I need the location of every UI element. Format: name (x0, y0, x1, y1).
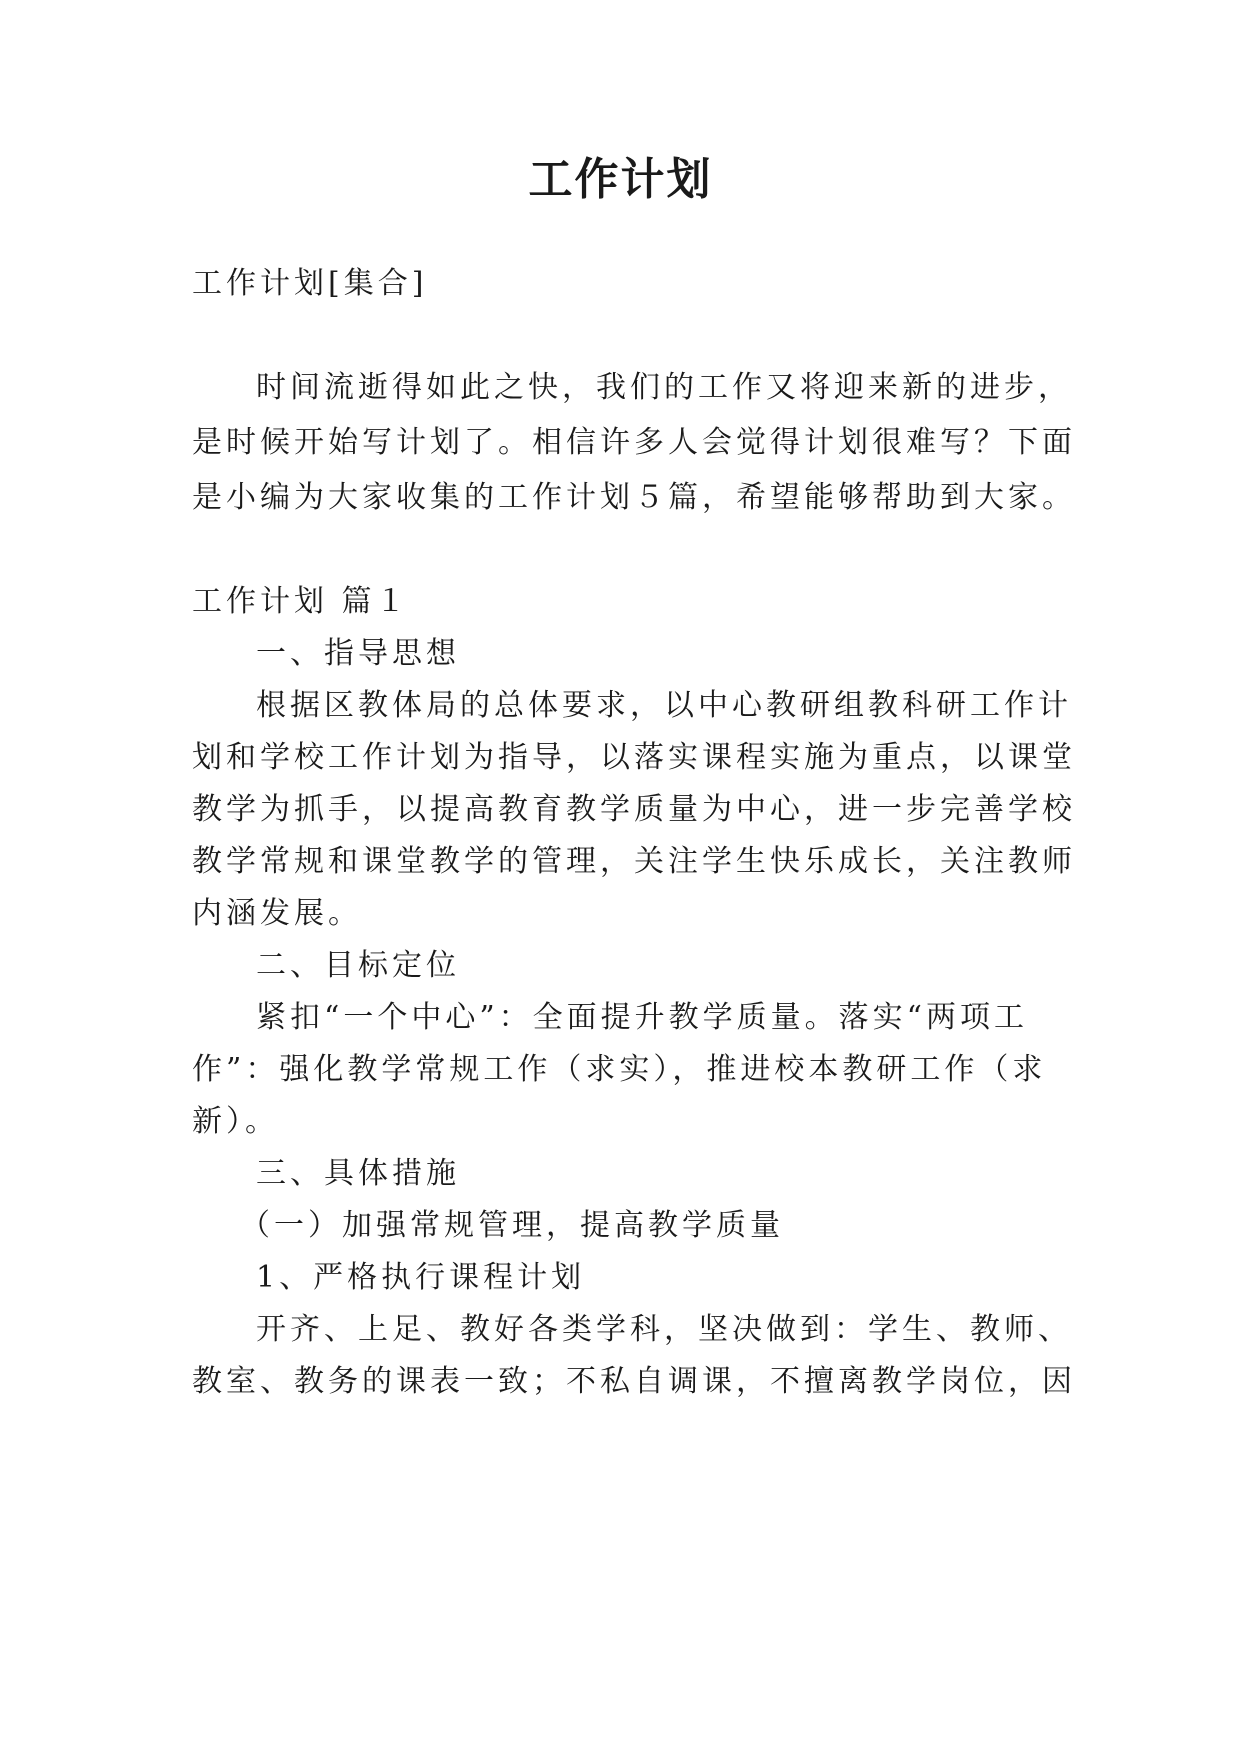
paragraph-line: 根据区教体局的总体要求，以中心教研组教科研工作计 (256, 688, 1072, 723)
paragraph-line: 教室、教务的课表一致；不私自调课，不擅离教学岗位，因 (192, 1364, 1076, 1399)
intro-line: 是小编为大家收集的工作计划５篇，希望能够帮助到大家。 (192, 480, 1076, 515)
paragraph-line: 新）。 (192, 1104, 279, 1139)
paragraph-line: 内涵发展。 (192, 896, 362, 931)
paragraph-line: 教学常规和课堂教学的管理，关注学生快乐成长，关注教师 (192, 844, 1076, 879)
heading-specific-measures: 三、具体措施 (256, 1156, 460, 1191)
paragraph-line: 作”：强化教学常规工作（求实），推进校本教研工作（求 (192, 1052, 1047, 1087)
document-title: 工作计划 (528, 154, 713, 205)
paragraph-line: 开齐、上足、教好各类学科，坚决做到：学生、教师、 (256, 1312, 1072, 1347)
paragraph-line: 划和学校工作计划为指导，以落实课程实施为重点，以课堂 (192, 740, 1076, 775)
heading-target-positioning: 二、目标定位 (256, 948, 460, 983)
section-title: 工作计划 篇１ (192, 584, 410, 619)
intro-line: 时间流逝得如此之快，我们的工作又将迎来新的进步， (256, 370, 1072, 405)
paragraph-line: 教学为抓手，以提高教育教学质量为中心，进一步完善学校 (192, 792, 1076, 827)
document-subtitle: 工作计划[集合] (192, 266, 428, 301)
heading-guiding-ideology: 一、指导思想 (256, 636, 460, 671)
paragraph-line: 紧扣“一个中心”：全面提升教学质量。落实“两项工 (256, 1000, 1029, 1035)
intro-line: 是时候开始写计划了。相信许多人会觉得计划很难写？下面 (192, 425, 1076, 460)
sub-heading: （一）加强常规管理，提高教学质量 (240, 1208, 784, 1243)
list-item-heading: 1、严格执行课程计划 (256, 1260, 586, 1295)
